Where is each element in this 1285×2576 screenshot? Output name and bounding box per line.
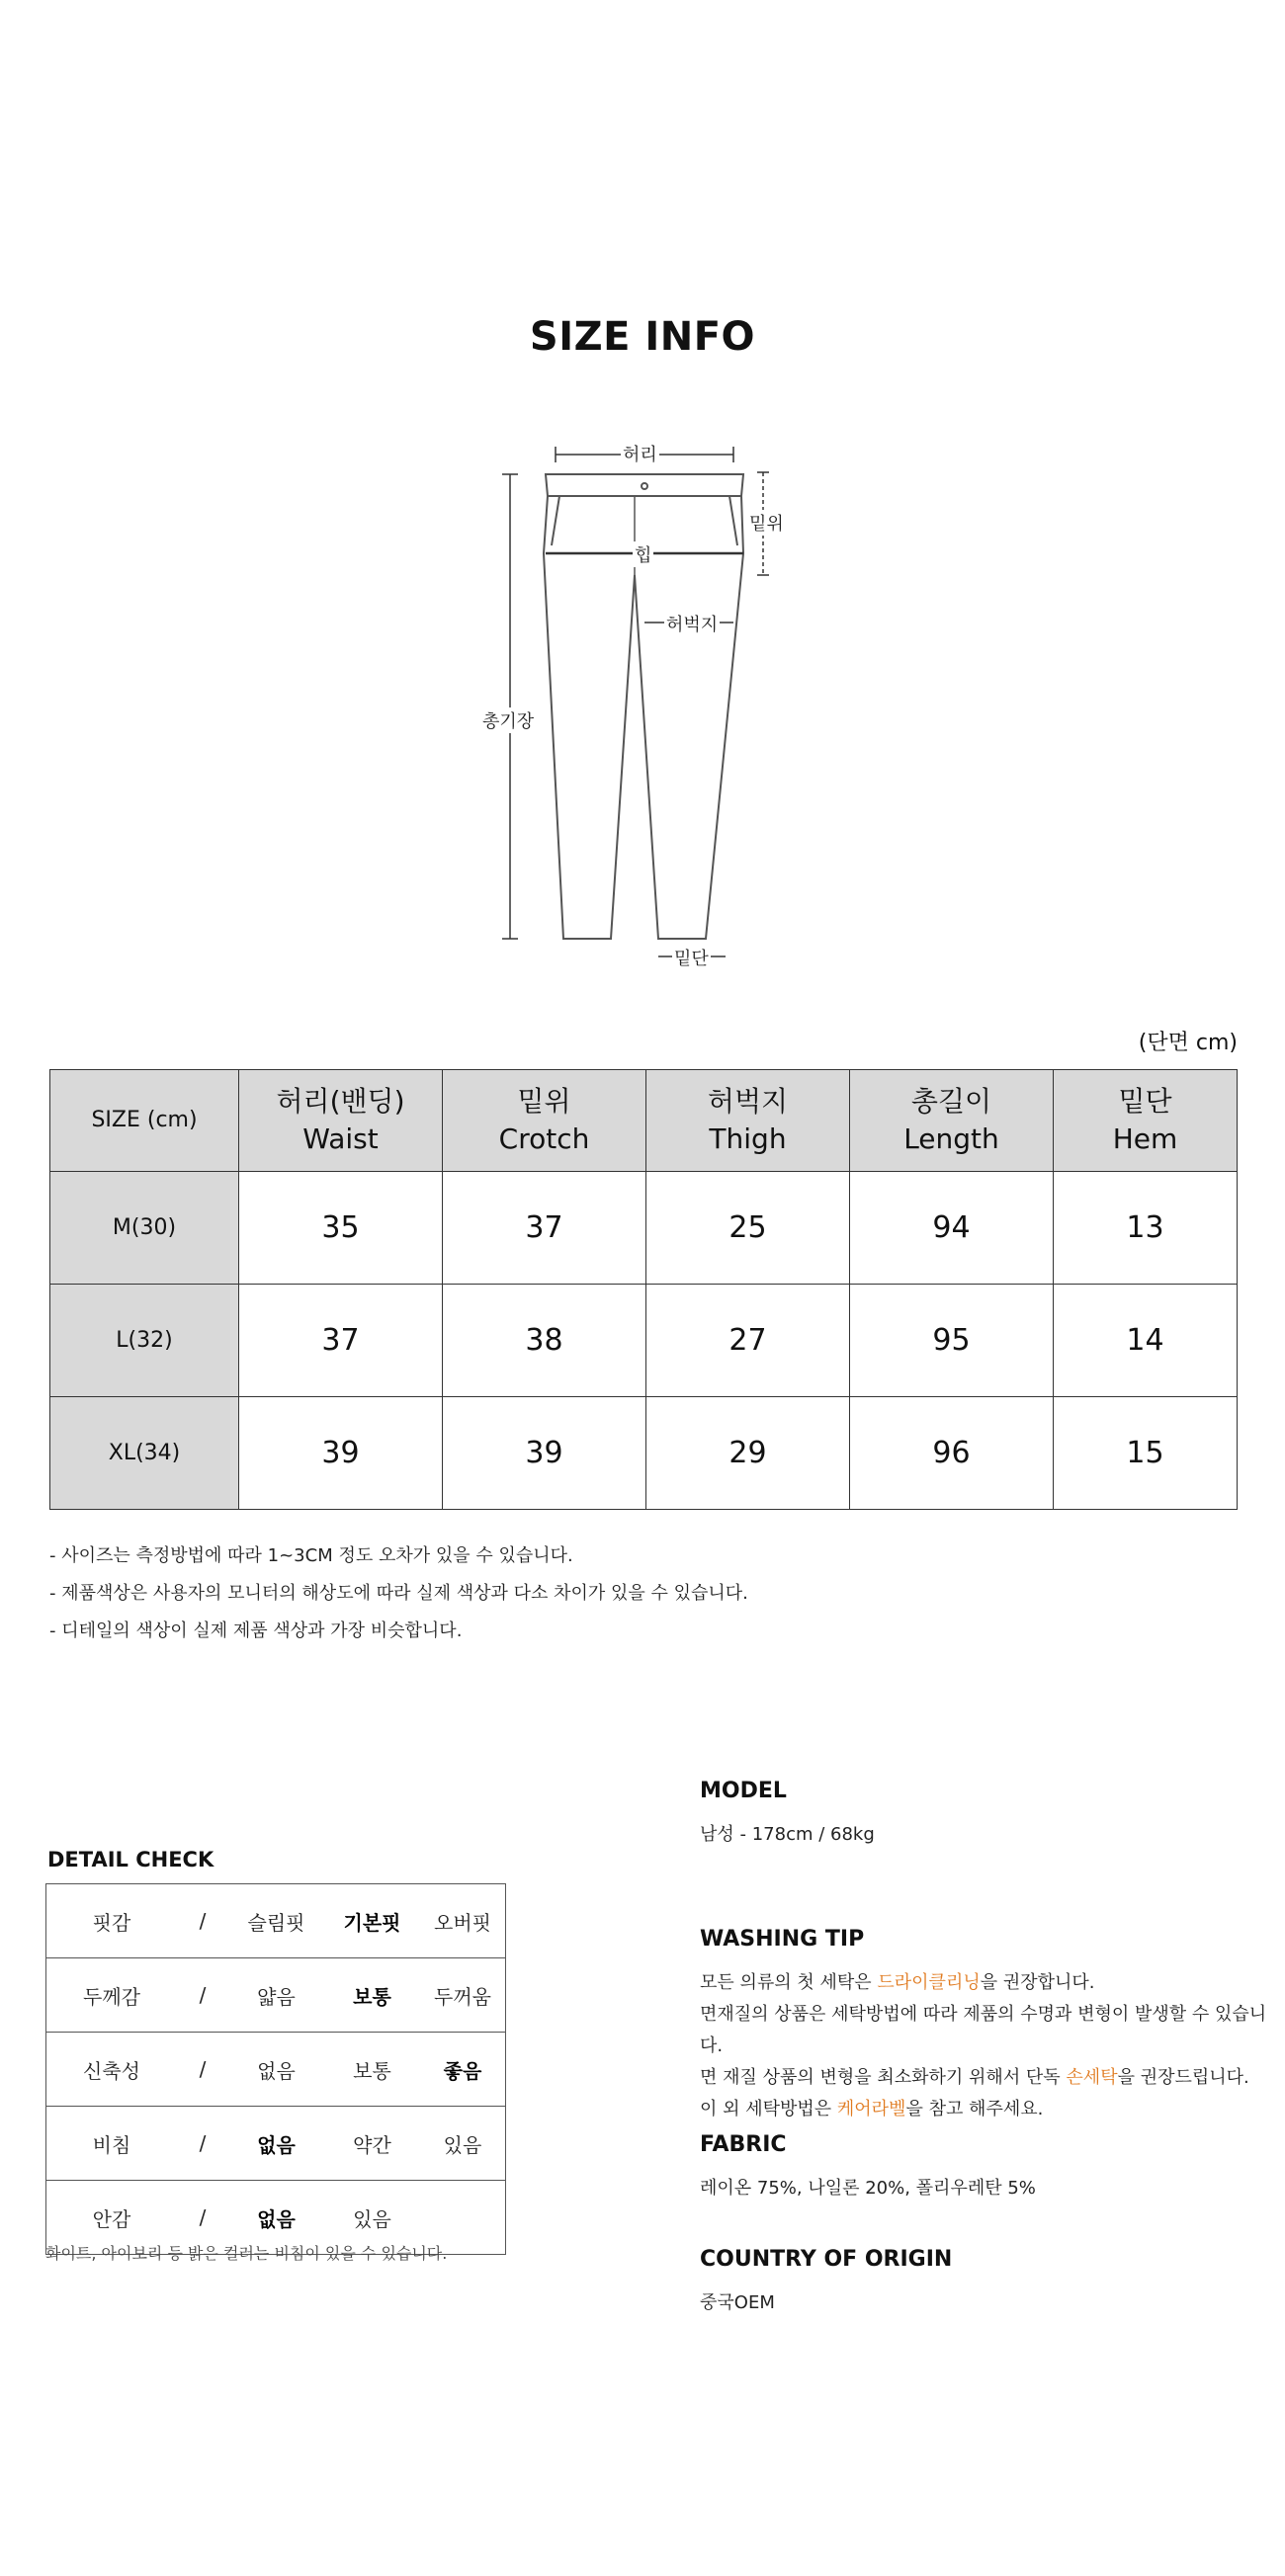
detail-option: 얇음: [228, 1958, 324, 2033]
note-line: - 디테일의 색상이 실제 제품 색상과 가장 비슷합니다.: [49, 1620, 463, 1641]
cell-hem: 13: [1054, 1172, 1238, 1285]
detail-option-selected: 없음: [228, 2107, 324, 2181]
header-length: 총길이 Length: [850, 1070, 1054, 1172]
model-section: [700, 1779, 875, 1851]
header-crotch: 밑위 Crotch: [443, 1070, 646, 1172]
cell-waist: 39: [239, 1397, 443, 1510]
table-row: [50, 1172, 1238, 1285]
page-title: SIZE INFO: [529, 314, 756, 360]
origin-section: [700, 2247, 952, 2319]
size-notes: [49, 1537, 748, 1650]
detail-check-title: DETAIL CHECK: [47, 1848, 214, 1871]
washing-section: [700, 1927, 1285, 2125]
detail-option: 오버핏: [420, 1884, 506, 1958]
detail-check-table: [45, 1883, 506, 2255]
row-size: M(30): [50, 1172, 239, 1285]
note-line: - 사이즈는 측정방법에 따라 1~3CM 정도 오차가 있을 수 있습니다.: [49, 1545, 573, 1566]
fabric-section: [700, 2132, 1036, 2204]
detail-row-stretch: [46, 2033, 506, 2107]
cell-thigh: 29: [646, 1397, 850, 1510]
table-row: [50, 1397, 1238, 1510]
cell-waist: 35: [239, 1172, 443, 1285]
cell-crotch: 38: [443, 1285, 646, 1397]
detail-row-fit: [46, 1884, 506, 1958]
detail-label: 두께감: [46, 1958, 178, 2033]
detail-label: 비침: [46, 2107, 178, 2181]
unit-note: (단면 cm): [1138, 1031, 1238, 1055]
detail-option-selected: 좋음: [420, 2033, 506, 2107]
detail-sep: /: [177, 1884, 228, 1958]
detail-option: 약간: [324, 2107, 420, 2181]
header-hem: 밑단 Hem: [1054, 1070, 1238, 1172]
detail-check-note: 화이트, 아이보리 등 밝은 컬러는 비침이 있을 수 있습니다.: [45, 2244, 448, 2263]
header-waist: 허리(밴딩) Waist: [239, 1070, 443, 1172]
length-label: 총기장: [480, 707, 536, 733]
model-text: 남성 - 178cm / 68kg: [700, 1824, 875, 1845]
detail-option: 없음: [228, 2033, 324, 2107]
pants-diagram: [465, 435, 820, 988]
header-size: SIZE (cm): [50, 1070, 239, 1172]
washing-text: [700, 1967, 1285, 2125]
detail-option: 슬림핏: [228, 1884, 324, 1958]
detail-option: 있음: [324, 2181, 420, 2255]
detail-sep: /: [177, 1958, 228, 2033]
washing-heading: WASHING TIP: [700, 1927, 865, 1952]
cell-length: 95: [850, 1285, 1054, 1397]
cell-hem: 14: [1054, 1285, 1238, 1397]
washing-line: 이 외 세탁방법은 케어라벨을 참고 해주세요.: [700, 2099, 1044, 2119]
detail-sep: /: [177, 2033, 228, 2107]
cell-crotch: 39: [443, 1397, 646, 1510]
detail-option-selected: 기본핏: [324, 1884, 420, 1958]
cell-length: 94: [850, 1172, 1054, 1285]
detail-option: 두꺼움: [420, 1958, 506, 2033]
detail-sep: /: [177, 2107, 228, 2181]
fabric-text: 레이온 75%, 나일론 20%, 폴리우레탄 5%: [700, 2178, 1036, 2199]
hem-label: 밑단: [672, 945, 711, 970]
thigh-label: 허벅지: [664, 611, 720, 636]
hip-label: 힙: [633, 541, 653, 567]
row-size: XL(34): [50, 1397, 239, 1510]
washing-line: 면 재질 상품의 변형을 최소화하기 위해서 단독 손세탁을 권장드립니다.: [700, 2067, 1249, 2088]
detail-sep: /: [177, 2181, 228, 2255]
size-table-header: [50, 1070, 1238, 1172]
detail-row-thickness: [46, 1958, 506, 2033]
cell-thigh: 25: [646, 1172, 850, 1285]
detail-row-sheer: [46, 2107, 506, 2181]
detail-option: 있음: [420, 2107, 506, 2181]
detail-label: 신축성: [46, 2033, 178, 2107]
model-heading: MODEL: [700, 1779, 787, 1803]
detail-option: 보통: [324, 2033, 420, 2107]
washing-line: 면재질의 상품은 세탁방법에 따라 제품의 수명과 변형이 발생할 수 있습니다.: [700, 2004, 1267, 2056]
header-thigh: 허벅지 Thigh: [646, 1070, 850, 1172]
cell-waist: 37: [239, 1285, 443, 1397]
crotch-label: 밑위: [747, 510, 786, 536]
table-row: [50, 1285, 1238, 1397]
cell-length: 96: [850, 1397, 1054, 1510]
detail-label: 핏감: [46, 1884, 178, 1958]
washing-line: 모든 의류의 첫 세탁은 드라이클리닝을 권장합니다.: [700, 1972, 1095, 1993]
detail-option-selected: 없음: [228, 2181, 324, 2255]
fabric-heading: FABRIC: [700, 2132, 787, 2157]
cell-hem: 15: [1054, 1397, 1238, 1510]
origin-text: 중국OEM: [700, 2292, 775, 2313]
waist-label: 허리: [621, 441, 659, 466]
cell-crotch: 37: [443, 1172, 646, 1285]
cell-thigh: 27: [646, 1285, 850, 1397]
origin-heading: COUNTRY OF ORIGIN: [700, 2247, 953, 2272]
row-size: L(32): [50, 1285, 239, 1397]
detail-label: 안감: [46, 2181, 178, 2255]
size-table: [49, 1069, 1238, 1510]
note-line: - 제품색상은 사용자의 모니터의 해상도에 따라 실제 색상과 다소 차이가 있을 수 있습니다.: [49, 1583, 748, 1604]
detail-option-selected: 보통: [324, 1958, 420, 2033]
